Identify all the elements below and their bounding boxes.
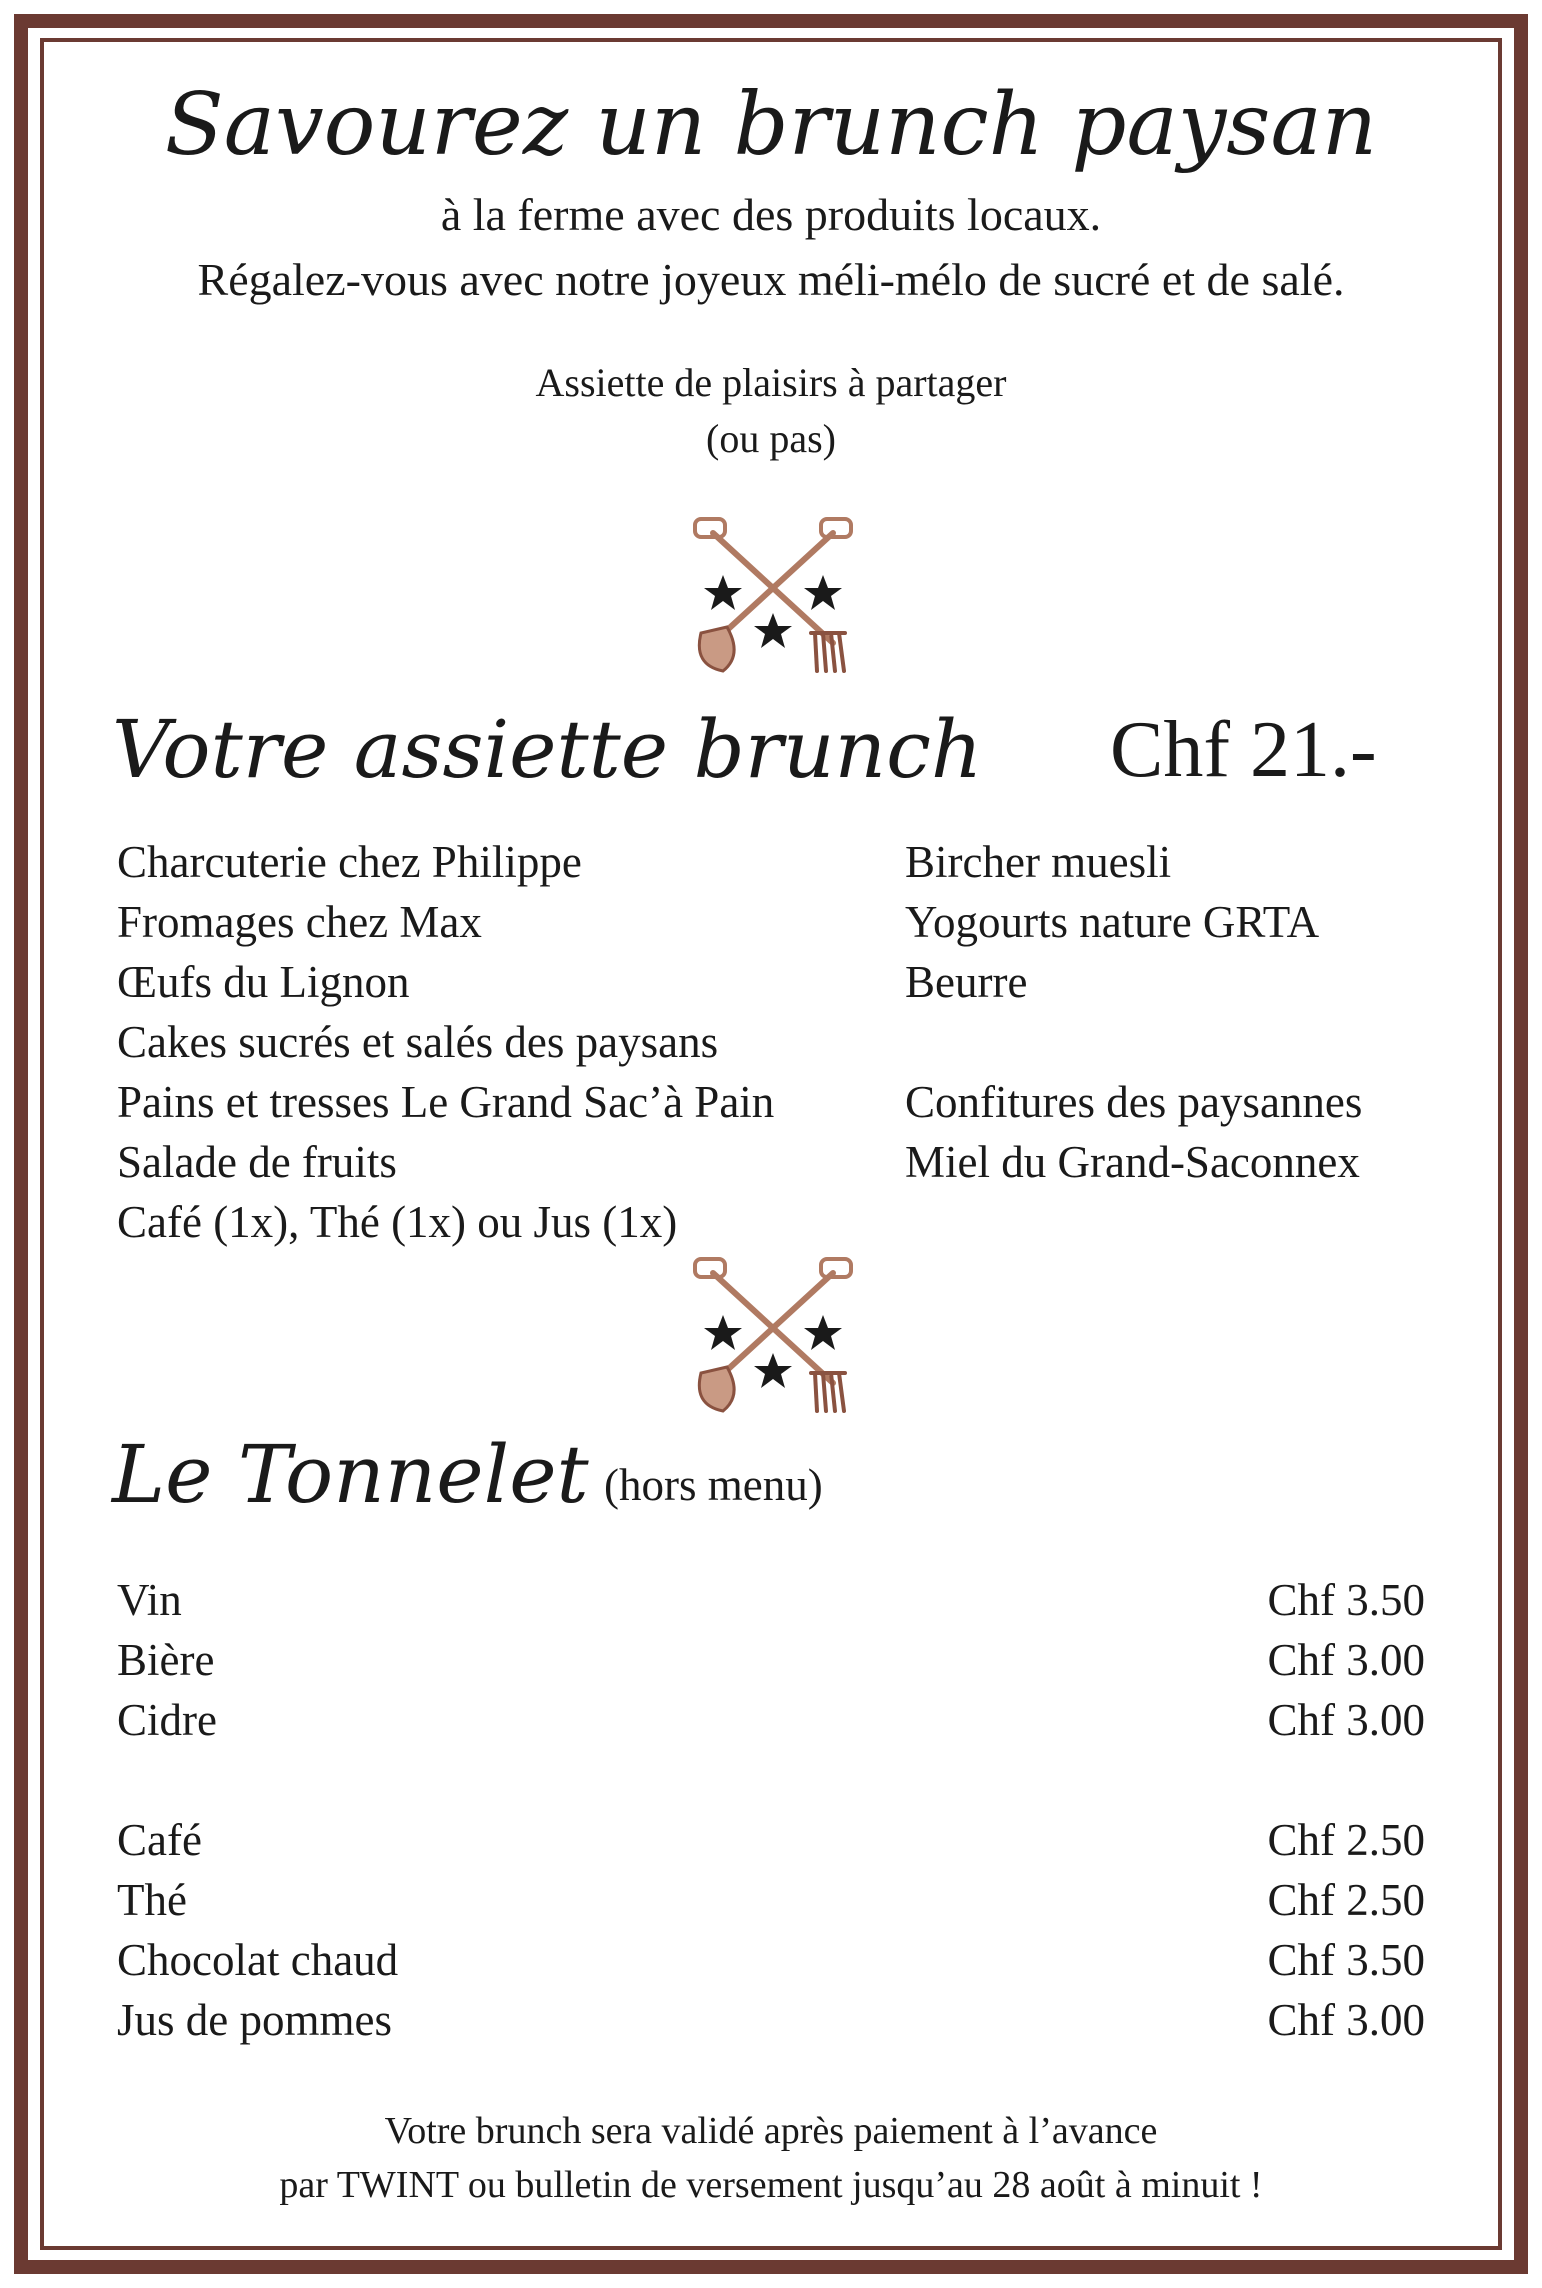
list-item: Miel du Grand-Saconnex <box>905 1137 1360 1187</box>
brunch-title: Votre assiette brunch <box>112 703 983 796</box>
list-item: Café (1x), Thé (1x) ou Jus (1x) <box>117 1197 678 1247</box>
intro-line-1: à la ferme avec des produits locaux. <box>440 189 1102 240</box>
drink-price: Chf 3.50 <box>1267 1575 1425 1625</box>
list-item: Charcuterie chez Philippe <box>117 837 582 887</box>
footer-line-2: par TWINT ou bulletin de versement jusqu’au 28 août à minuit ! <box>279 2164 1263 2206</box>
list-item: Cakes sucrés et salés des paysans <box>117 1017 719 1067</box>
drink-name: Bière <box>117 1635 215 1685</box>
plate-line-1: Assiette de plaisirs à partager <box>535 360 1007 405</box>
drink-name: Cidre <box>117 1695 217 1745</box>
drink-row <box>117 1930 1425 1990</box>
drink-name: Jus de pommes <box>117 1995 392 2045</box>
tonnelet-subtitle: (hors menu) <box>604 1460 823 1510</box>
drink-price: Chf 3.00 <box>1267 1995 1425 2045</box>
intro-line-2: Régalez-vous avec notre joyeux méli-mélo de sucré et de salé. <box>197 254 1345 305</box>
drink-row <box>117 1570 1425 1630</box>
tonnelet-title: Le Tonnelet <box>112 1428 589 1521</box>
crossed-shovel-fork-stars-icon <box>683 1255 863 1415</box>
list-item: Fromages chez Max <box>117 897 482 947</box>
list-item: Salade de fruits <box>117 1137 397 1187</box>
list-spacer <box>905 1012 1362 1072</box>
drink-name: Café <box>117 1815 202 1865</box>
brunch-price: Chf 21.- <box>1110 706 1377 794</box>
drink-price: Chf 3.00 <box>1267 1635 1425 1685</box>
drink-row <box>117 1690 1425 1750</box>
drink-name: Chocolat chaud <box>117 1935 399 1985</box>
list-item: Pains et tresses Le Grand Sac’à Pain <box>117 1077 775 1127</box>
drink-price: Chf 3.50 <box>1267 1935 1425 1985</box>
drink-name: Vin <box>117 1575 182 1625</box>
brunch-right-list <box>905 832 1362 1192</box>
drink-row <box>117 1870 1425 1930</box>
drinks-list <box>117 1570 1425 2050</box>
list-item: Beurre <box>905 957 1028 1007</box>
list-item: Bircher muesli <box>905 837 1172 887</box>
drink-price: Chf 2.50 <box>1267 1815 1425 1865</box>
drink-row <box>117 1630 1425 1690</box>
drink-price: Chf 3.00 <box>1267 1695 1425 1745</box>
list-item: Yogourts nature GRTA <box>905 897 1320 947</box>
drink-row <box>117 1810 1425 1870</box>
drink-row <box>117 1990 1425 2050</box>
plate-line-2: (ou pas) <box>706 416 836 461</box>
page-title: Savourez un brunch paysan <box>164 75 1378 175</box>
drink-name: Thé <box>117 1875 187 1925</box>
list-item: Œufs du Lignon <box>117 957 410 1007</box>
footer-line-1: Votre brunch sera validé après paiement à l’avance <box>384 2110 1158 2152</box>
crossed-shovel-fork-stars-icon <box>683 515 863 675</box>
list-item: Confitures des paysannes <box>905 1077 1363 1127</box>
brunch-left-list <box>117 832 774 1252</box>
drinks-spacer <box>117 1750 1425 1810</box>
drink-price: Chf 2.50 <box>1267 1875 1425 1925</box>
